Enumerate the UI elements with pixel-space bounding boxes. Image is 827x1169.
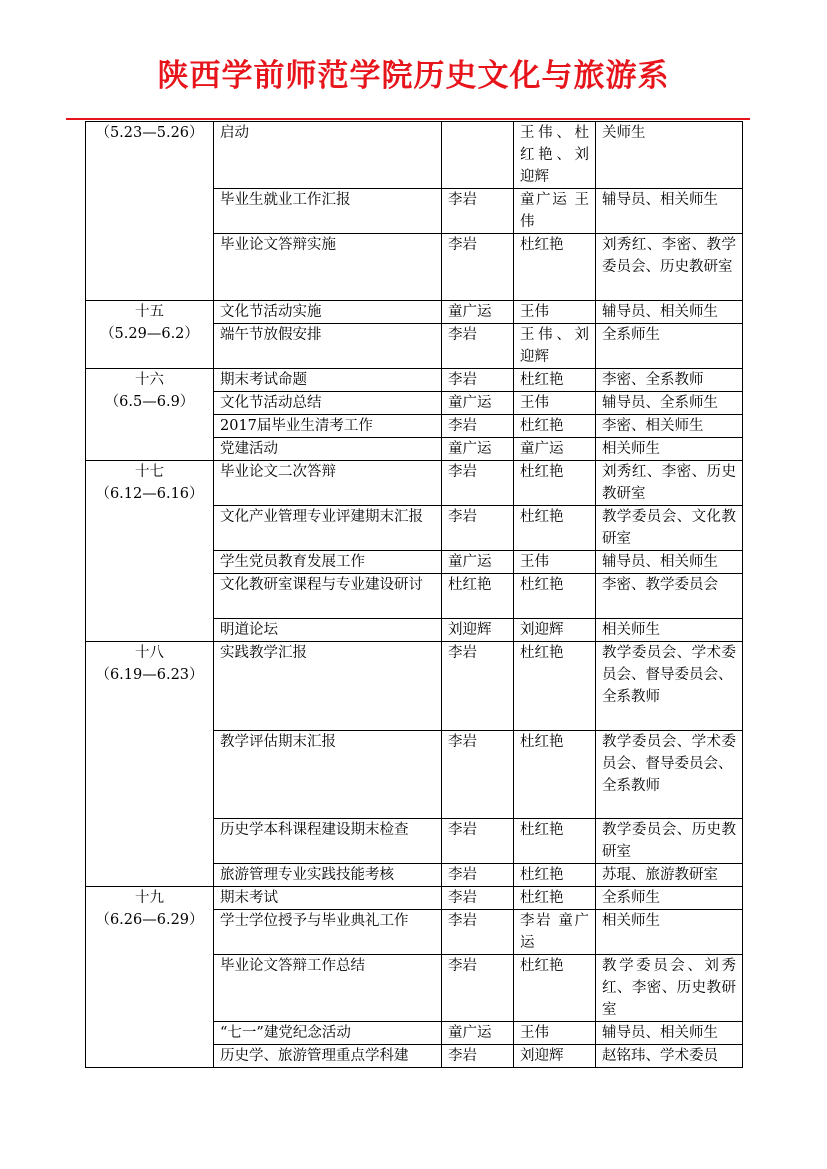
week-dates: （5.23—5.26） [95, 125, 204, 141]
supervisor-cell: 杜红艳 [514, 415, 596, 438]
responsible-cell [442, 122, 514, 189]
task-cell: 期末考试 [214, 887, 442, 910]
header-divider [66, 118, 750, 120]
task-cell: 教学评估期末汇报 [214, 731, 442, 819]
supervisor-cell: 杜红艳 [514, 731, 596, 819]
responsible-cell: 李岩 [442, 731, 514, 819]
responsible-cell: 李岩 [442, 324, 514, 369]
week-dates: （5.29—6.2） [100, 326, 199, 342]
participants-cell: 辅导员、相关师生 [596, 189, 743, 234]
task-cell: 文化教研室课程与专业建设研讨 [214, 574, 442, 619]
supervisor-cell: 杜红艳 [514, 234, 596, 301]
task-cell: 毕业论文答辩实施 [214, 234, 442, 301]
supervisor-cell: 刘迎辉 [514, 619, 596, 642]
supervisor-cell: 杜红艳 [514, 574, 596, 619]
table-row [86, 887, 743, 910]
participants-cell: 刘秀红、李密、教学委员会、历史教研室 [596, 234, 743, 301]
participants-cell: 全系师生 [596, 887, 743, 910]
responsible-cell: 童广运 [442, 1022, 514, 1045]
participants-cell: 李密、全系教师 [596, 369, 743, 392]
responsible-cell: 李岩 [442, 819, 514, 864]
task-cell: 文化节活动总结 [214, 392, 442, 415]
week-cell [86, 887, 214, 1068]
participants-cell: 教学委员会、刘秀红、李密、历史教研室 [596, 955, 743, 1022]
participants-cell: 关师生 [596, 122, 743, 189]
task-cell: 文化产业管理专业评建期末汇报 [214, 506, 442, 551]
task-cell: 明道论坛 [214, 619, 442, 642]
responsible-cell: 李岩 [442, 234, 514, 301]
participants-cell: 教学委员会、学术委员会、督导委员会、 全系教师 [596, 642, 743, 731]
task-cell: 毕业论文二次答辩 [214, 461, 442, 506]
task-cell: 期末考试命题 [214, 369, 442, 392]
responsible-cell: 李岩 [442, 864, 514, 887]
task-cell: 学士学位授予与毕业典礼工作 [214, 910, 442, 955]
week-cell [86, 642, 214, 887]
week-cell [86, 369, 214, 461]
supervisor-cell: 王伟 [514, 1022, 596, 1045]
participants-cell: 李密、相关师生 [596, 415, 743, 438]
supervisor-cell: 王伟、刘迎辉 [514, 324, 596, 369]
responsible-cell: 李岩 [442, 461, 514, 506]
participants-cell: 刘秀红、李密、历史教研室 [596, 461, 743, 506]
supervisor-cell: 杜红艳 [514, 642, 596, 731]
task-cell: 实践教学汇报 [214, 642, 442, 731]
responsible-cell: 李岩 [442, 415, 514, 438]
supervisor-cell: 杜红艳 [514, 955, 596, 1022]
task-cell: 旅游管理专业实践技能考核 [214, 864, 442, 887]
supervisor-cell: 杜红艳 [514, 864, 596, 887]
responsible-cell: 李岩 [442, 910, 514, 955]
week-cell [86, 301, 214, 369]
week-dates: （6.5—6.9） [104, 394, 195, 410]
responsible-cell: 童广运 [442, 551, 514, 574]
supervisor-cell: 童广运 王伟 [514, 189, 596, 234]
supervisor-cell: 杜红艳 [514, 461, 596, 506]
task-cell: 学生党员教育发展工作 [214, 551, 442, 574]
supervisor-cell: 王伟 [514, 392, 596, 415]
participants-cell: 相关师生 [596, 910, 743, 955]
week-number: 十八 [135, 645, 164, 661]
participants-cell: 李密、教学委员会 [596, 574, 743, 619]
participants-cell: 赵铭玮、学术委员 [596, 1045, 743, 1068]
table-row [86, 122, 743, 189]
table-row [86, 642, 743, 731]
responsible-cell: 童广运 [442, 438, 514, 461]
responsible-cell: 李岩 [442, 642, 514, 731]
table-row [86, 461, 743, 506]
supervisor-cell: 杜红艳 [514, 369, 596, 392]
week-cell [86, 461, 214, 642]
task-cell: 毕业论文答辩工作总结 [214, 955, 442, 1022]
supervisor-cell: 杜红艳 [514, 887, 596, 910]
task-cell: “七一”建党纪念活动 [214, 1022, 442, 1045]
participants-cell: 辅导员、相关师生 [596, 551, 743, 574]
task-cell: 启动 [214, 122, 442, 189]
supervisor-cell: 王伟 [514, 301, 596, 324]
task-cell: 端午节放假安排 [214, 324, 442, 369]
table-row [86, 369, 743, 392]
week-cell [86, 122, 214, 301]
responsible-cell: 童广运 [442, 301, 514, 324]
week-number: 十五 [135, 304, 164, 320]
responsible-cell: 李岩 [442, 955, 514, 1022]
responsible-cell: 李岩 [442, 887, 514, 910]
week-dates: （6.12—6.16） [95, 486, 204, 502]
task-cell: 文化节活动实施 [214, 301, 442, 324]
task-cell: 党建活动 [214, 438, 442, 461]
week-number: 十六 [135, 372, 164, 388]
week-dates: （6.26—6.29） [95, 912, 204, 928]
task-cell: 2017届毕业生清考工作 [214, 415, 442, 438]
week-number: 十七 [135, 464, 164, 480]
participants-cell: 教学委员会、历史教研室 [596, 819, 743, 864]
responsible-cell: 李岩 [442, 189, 514, 234]
table-row [86, 301, 743, 324]
participants-cell: 苏琨、旅游教研室 [596, 864, 743, 887]
supervisor-cell: 王伟 [514, 551, 596, 574]
task-cell: 毕业生就业工作汇报 [214, 189, 442, 234]
responsible-cell: 杜红艳 [442, 574, 514, 619]
participants-cell: 相关师生 [596, 619, 743, 642]
supervisor-cell: 王伟、杜红艳、刘迎辉 [514, 122, 596, 189]
participants-cell: 相关师生 [596, 438, 743, 461]
schedule-table [85, 121, 743, 1068]
page-title: 陕西学前师范学院历史文化与旅游系 [157, 58, 670, 94]
participants-cell: 教学委员会、文化教研室 [596, 506, 743, 551]
participants-cell: 辅导员、相关师生 [596, 301, 743, 324]
responsible-cell: 刘迎辉 [442, 619, 514, 642]
task-cell: 历史学本科课程建设期末检查 [214, 819, 442, 864]
schedule-body [86, 122, 743, 1068]
week-number: 十九 [135, 890, 164, 906]
participants-cell: 全系师生 [596, 324, 743, 369]
participants-cell: 辅导员、相关师生 [596, 1022, 743, 1045]
responsible-cell: 童广运 [442, 392, 514, 415]
participants-cell: 教学委员会、学术委员会、督导委员会、 全系教师 [596, 731, 743, 819]
responsible-cell: 李岩 [442, 1045, 514, 1068]
supervisor-cell: 杜红艳 [514, 819, 596, 864]
responsible-cell: 李岩 [442, 506, 514, 551]
supervisor-cell: 刘迎辉 [514, 1045, 596, 1068]
week-dates: （6.19—6.23） [95, 667, 204, 683]
responsible-cell: 李岩 [442, 369, 514, 392]
supervisor-cell: 杜红艳 [514, 506, 596, 551]
participants-cell: 辅导员、全系师生 [596, 392, 743, 415]
task-cell: 历史学、旅游管理重点学科建 [214, 1045, 442, 1068]
supervisor-cell: 李岩 童广运 [514, 910, 596, 955]
supervisor-cell: 童广运 [514, 438, 596, 461]
